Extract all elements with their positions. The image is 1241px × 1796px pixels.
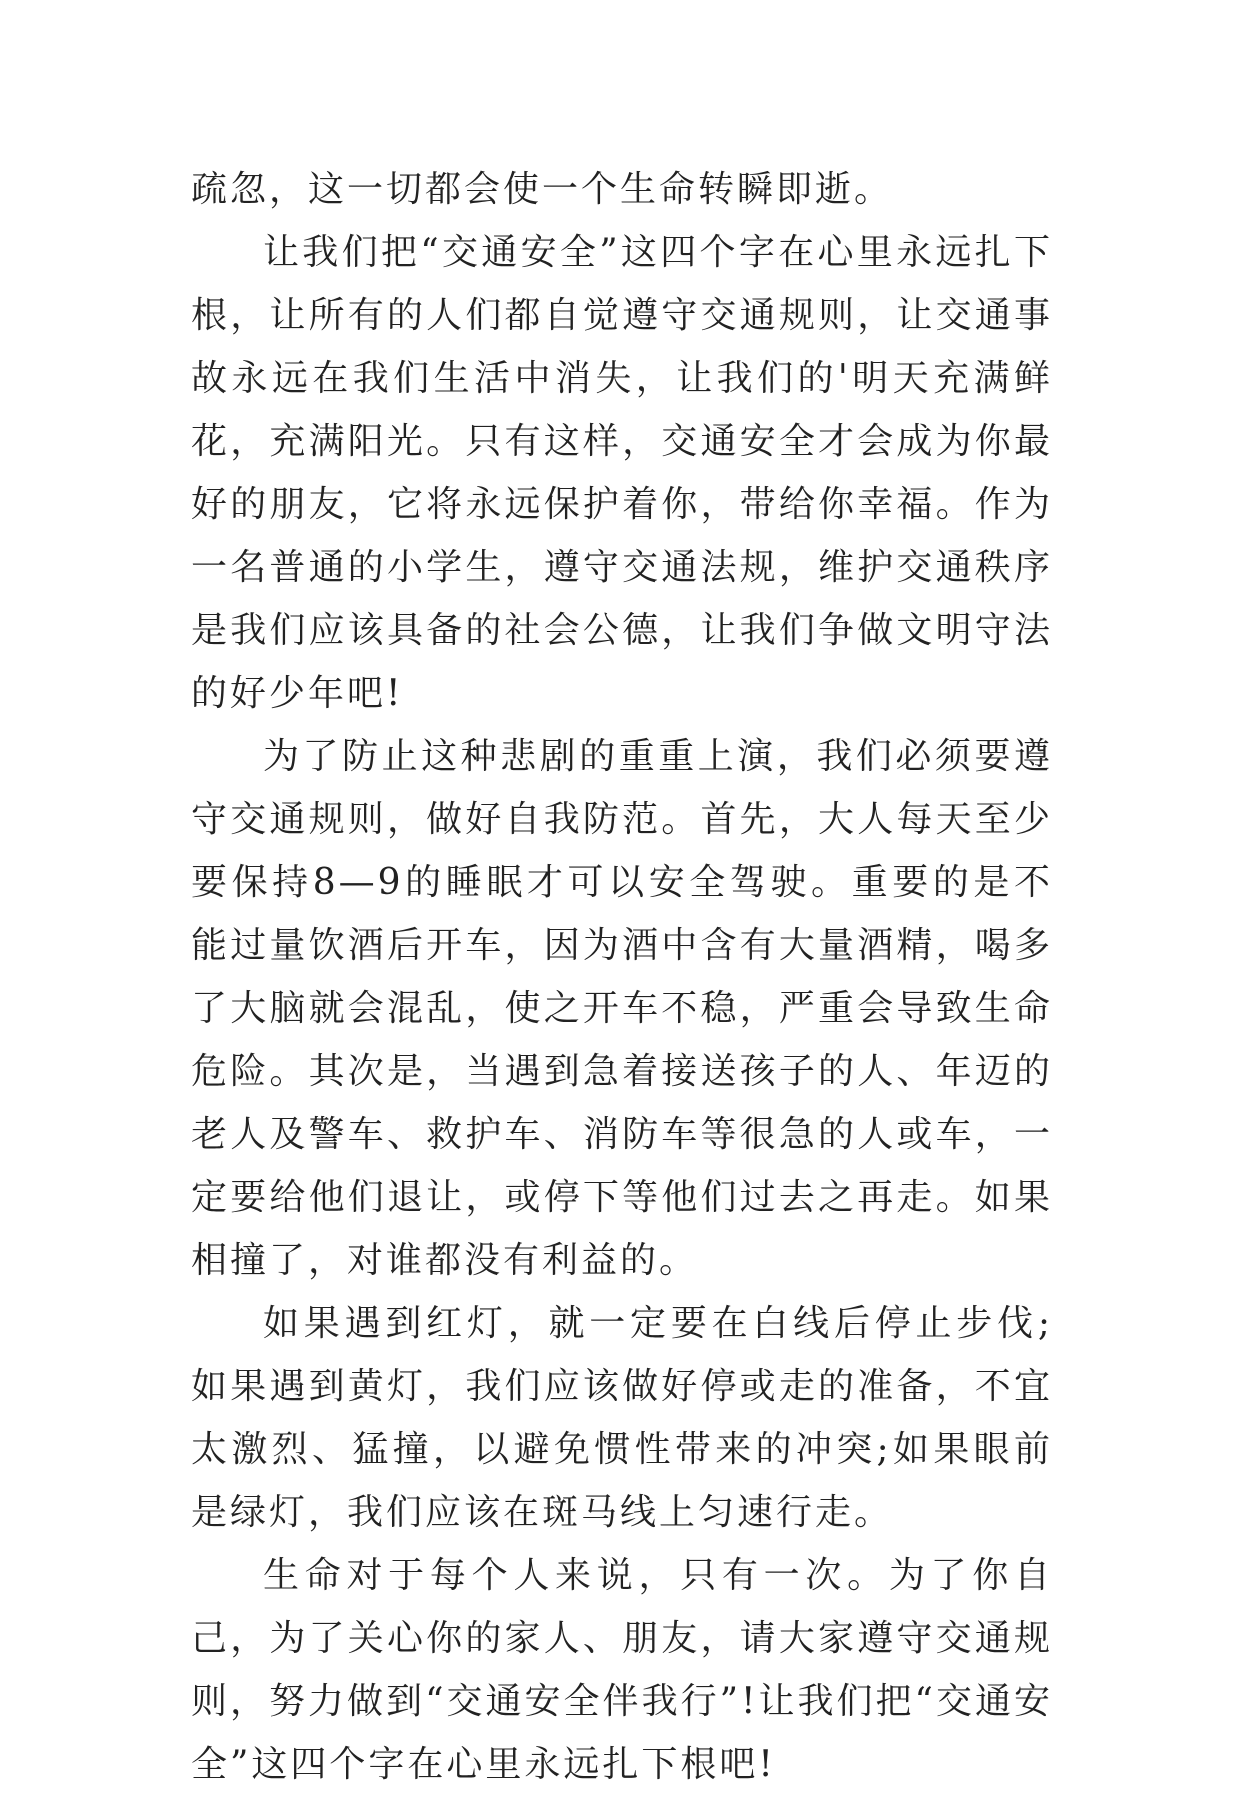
- paragraph: 生命对于每个人来说，只有一次。为了你自己，为了关心你的家人、朋友，请大家遵守交通规则，努力做到“交通安全伴我行”!让我们把“交通安全”这四个字在心里永远扎下根吧!: [191, 1555, 1053, 1785]
- paragraph: 疏忽，这一切都会使一个生命转瞬即逝。: [191, 169, 894, 210]
- paragraph: 让我们把“交通安全”这四个字在心里永远扎下根，让所有的人们都自觉遵守交通规则，让交通事故永远在我们生活中消失，让我们的'明天充满鲜花，充满阳光。只有这样，交通安全才会成为你最好的朋友，它将永远保护着你，带给你幸福。作为一名普通的小学生，遵守交通法规，维护交通秩序是我们应该具备的社会公德，让我们争做文明守法的好少年吧!: [191, 232, 1053, 714]
- paragraph: 如果遇到红灯，就一定要在白线后停止步伐;如果遇到黄灯，我们应该做好停或走的准备，不宜太激烈、猛撞，以避免惯性带来的冲突;如果眼前是绿灯，我们应该在斑马线上匀速行走。: [191, 1303, 1053, 1533]
- document-body: [191, 158, 1053, 1796]
- paragraph: 为了防止这种悲剧的重重上演，我们必须要遵守交通规则，做好自我防范。首先，大人每天至少要保持8—9的睡眠才可以安全驾驶。重要的是不能过量饮酒后开车，因为酒中含有大量酒精，喝多了大脑就会混乱，使之开车不稳，严重会导致生命危险。其次是，当遇到急着接送孩子的人、年迈的老人及警车、救护车、消防车等很急的人或车，一定要给他们退让，或停下等他们过去之再走。如果相撞了，对谁都没有利益的。: [191, 736, 1053, 1281]
